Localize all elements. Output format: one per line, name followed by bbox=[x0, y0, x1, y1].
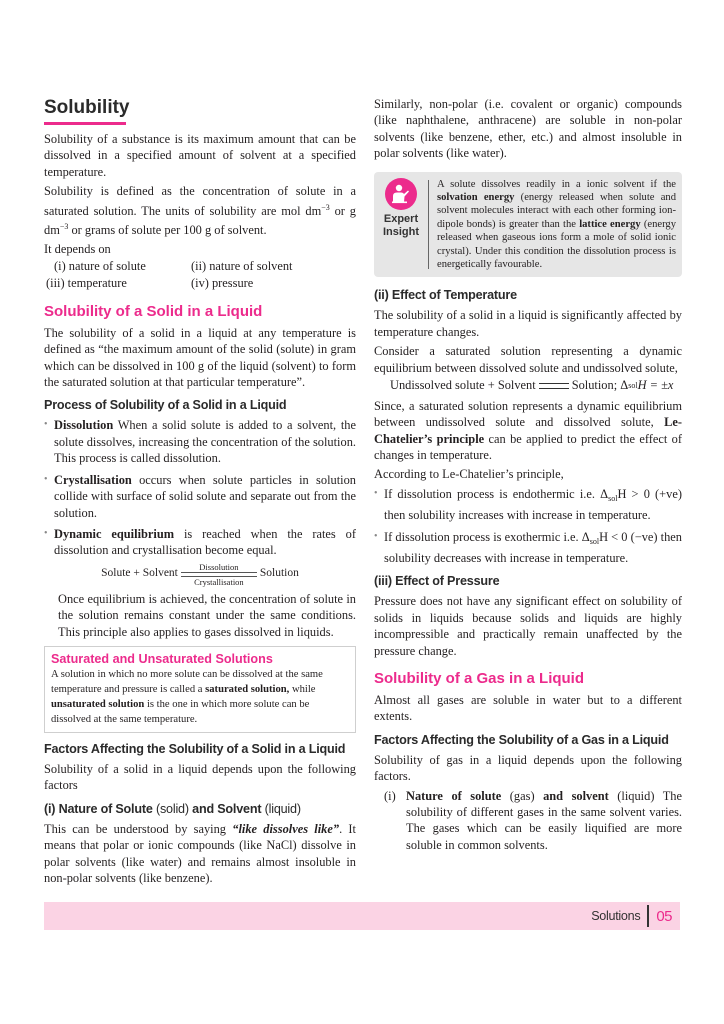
equilibrium-equation: Solute + Solvent Dissolution Crystallisation Solution bbox=[101, 561, 299, 587]
right-column bbox=[374, 96, 682, 853]
temperature-equation: Undissolved solute + Solvent Solution; Δ sol H = ±x bbox=[390, 378, 674, 393]
depends-list bbox=[44, 258, 356, 292]
badge-label: Expert Insight bbox=[382, 212, 420, 238]
section-heading: Solubility of a Gas in a Liquid bbox=[374, 669, 585, 687]
list-item: (iii) temperature bbox=[46, 275, 127, 290]
equilibrium-arrow-icon bbox=[539, 383, 569, 389]
subsection-heading: (ii) Effect of Temperature bbox=[374, 288, 517, 303]
paragraph: Solubility of a solid in a liquid depends upon the following factors bbox=[44, 761, 356, 793]
subsection-heading: Factors Affecting the Solubility of a Solid in a Liquid bbox=[44, 741, 346, 756]
paragraph: Consider a saturated solution representing a dynamic equilibrium between dissolved solute and undissolved solute, bbox=[374, 344, 682, 375]
paragraph: Pressure does not have any significant effect on solubility of solids in liquids because solids and liquids are highly incompressible and practically remain unaffected by the pressure change. bbox=[374, 594, 682, 658]
paragraph: Solubility is defined as the concentration of solute in a saturated solution. The units of solubility are mol $dm^{-3}$ or g $dm^{-3}$ or grams of solute per 100 g of solvent. bbox=[44, 184, 356, 238]
paragraph: The solubility of a solid in a liquid is significantly affected by temperature changes. bbox=[374, 308, 682, 339]
divider bbox=[428, 180, 429, 270]
list-item: (iv) pressure bbox=[191, 275, 254, 290]
box-title: Saturated and Unsaturated Solutions bbox=[51, 651, 273, 666]
bullet-item: • If dissolution process is endothermic i.e. $\Delta_{sol}H > 0$ (+ve) then solubility increases with increase in temperature. bbox=[374, 486, 682, 524]
section-heading: Solubility of a Solid in a Liquid bbox=[44, 302, 263, 320]
subsection-heading: (iii) Effect of Pressure bbox=[374, 574, 500, 589]
saturated-solutions-box bbox=[44, 646, 356, 733]
paragraph: According to Le-Chatelier’s principle, bbox=[374, 467, 564, 482]
footer-divider bbox=[647, 905, 649, 927]
page-number: 05 bbox=[656, 907, 672, 925]
paragraph: Once equilibrium is achieved, the concentration of solute in the solution remains constant under the same conditions. This principle also applies to gases dissolved in liquids. bbox=[58, 591, 356, 639]
expert-insight-badge bbox=[378, 178, 424, 272]
paragraph: Solubility of a substance is its maximum amount that can be dissolved in a specified amount of solvent at a specified temperature. bbox=[44, 132, 356, 179]
bullet-item: • Dynamic equilibrium is reached when the rates of dissolution and crystallisation become equal. bbox=[44, 526, 356, 559]
paragraph: Similarly, non-polar (i.e. covalent or organic) compounds (like naphthalene, anthracene) are soluble in non-polar solvents (like benzene, ether, etc.) and almost insoluble in polar solvents (like water). bbox=[374, 97, 682, 161]
paragraph: Solubility of gas in a liquid depends upon the following factors. bbox=[374, 752, 682, 784]
teacher-icon bbox=[385, 178, 417, 210]
subsection-heading: Factors Affecting the Solubility of a Gas in a Liquid bbox=[374, 732, 669, 747]
list-item: (ii) nature of solvent bbox=[191, 258, 293, 273]
paragraph: The solubility of a solid in a liquid at any temperature is defined as “the maximum amount of the solid (solute) in gram which can be dissolved in 100 g of the liquid (solvent) to form the saturated solution at that particular temperature”. bbox=[44, 325, 356, 390]
chapter-name: Solutions bbox=[591, 909, 641, 923]
paragraph: It depends on bbox=[44, 242, 111, 257]
numbered-item: (i) Nature of solute (gas) and solvent (liquid) The solubility of different gases in the same solvent varies. The gases which can be easily liquified are more soluble in common solvents. bbox=[384, 788, 683, 852]
paragraph: Almost all gases are soluble in water but to a different extents. bbox=[374, 692, 682, 724]
paragraph: Since, a saturated solution represents a dynamic equilibrium between undissolved solute and dissolved solute, Le-Chatelier’s principle can be applied to predict the effect of changes in temperature. bbox=[374, 398, 682, 462]
bullet-item: • Crystallisation occurs when solute particles in solution collide with surface of solid solute and separate out from the solution. bbox=[44, 472, 356, 521]
subsection-heading: Process of Solubility of a Solid in a Liquid bbox=[44, 398, 287, 413]
list-item: (i) nature of solute bbox=[54, 258, 146, 273]
box-text: A solution in which no more solute can be dissolved at the same temperature and pressure is called a saturated solution, while unsaturated solution is the one in which more solute can be dissolved at the same temperature. bbox=[51, 668, 323, 725]
bullet-item: • If dissolution process is exothermic i.e. $\Delta_{sol}H < 0$ (−ve) then solubility decreases with increase in temperature. bbox=[374, 529, 682, 567]
page-title: Solubility bbox=[44, 97, 130, 118]
left-column bbox=[44, 96, 356, 889]
bullet-item: • Dissolution When a solid solute is added to a solvent, the solute dissolves, increasing the concentration of the solution. This process is called dissolution. bbox=[44, 417, 356, 466]
paragraph: This can be understood by saying “like dissolves like”. It means that polar or ionic compounds (like NaCl) dissolve in polar solvents (like water) and remains almost insoluble in non-polar solvents (like benzene). bbox=[44, 821, 357, 885]
subsection-heading: (i) Nature of Solute (solid) and Solvent (liquid) bbox=[44, 801, 301, 816]
expert-insight-box bbox=[374, 172, 682, 278]
title-underline bbox=[44, 122, 126, 125]
page-footer bbox=[44, 902, 680, 930]
insight-text: A solute dissolves readily in a ionic solvent if the solvation energy (energy released when solute and solvent molecules interact with each other forming ion-dipole bonds) is greater than the lattice energy (energy released when gaseous ions form a mole of solid ionic crystal). Under this condition the dissolution process is energetically favourable. bbox=[437, 178, 677, 271]
equilibrium-arrow-icon: Dissolution Crystallisation bbox=[181, 562, 257, 587]
